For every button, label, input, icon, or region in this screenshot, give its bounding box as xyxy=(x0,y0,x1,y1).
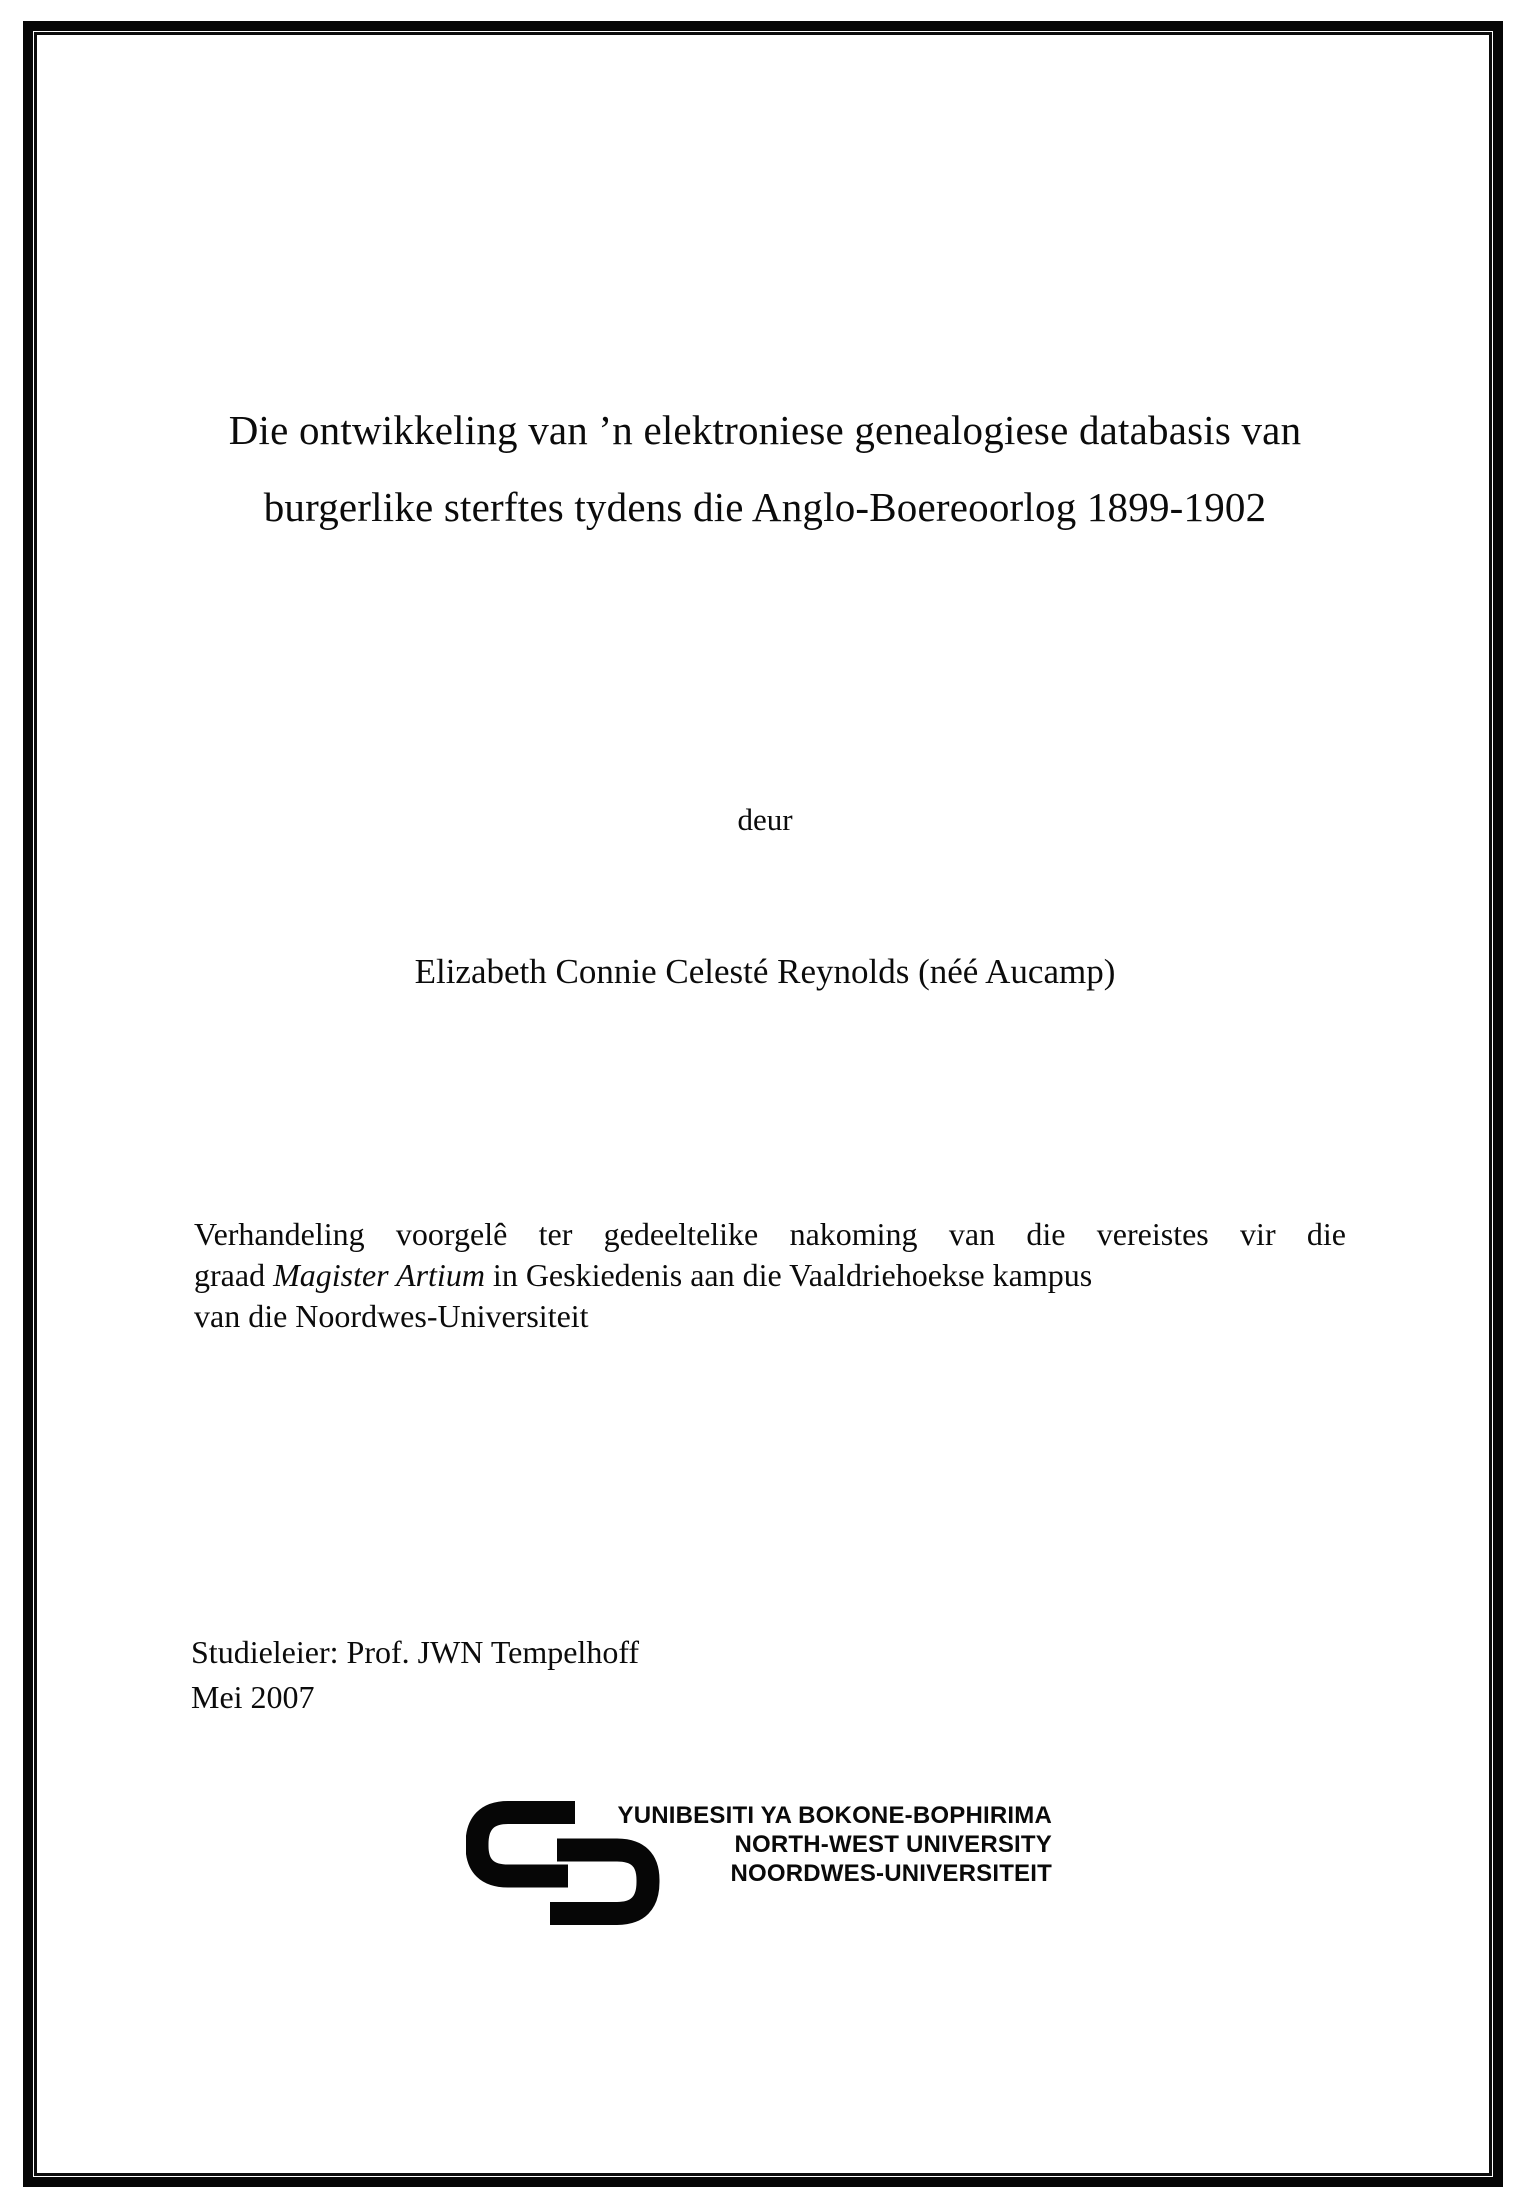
submission-line2-prefix: graad xyxy=(194,1257,274,1293)
submission-line2-suffix: in Geskiedenis aan die Vaaldriehoekse kampus xyxy=(484,1257,1093,1293)
date-line: Mei 2007 xyxy=(191,1679,315,1715)
thesis-title xyxy=(185,392,1345,546)
logo-line-english: NORTH-WEST UNIVERSITY xyxy=(734,1831,1052,1858)
credits-block xyxy=(191,1630,1091,1720)
submission-line1: Verhandeling voorgelê ter gedeeltelike nakoming van die vereistes vir die xyxy=(194,1216,1346,1252)
submission-line3: van die Noordwes-Universiteit xyxy=(194,1298,589,1334)
degree-name: Magister Artium xyxy=(273,1257,485,1293)
logo-line-setswana: YUNIBESITI YA BOKONE-BOPHIRIMA xyxy=(617,1802,1052,1829)
byline-deur: deur xyxy=(737,802,793,837)
thesis-title-line2: burgerlike sterftes tydens die Anglo-Boereoorlog 1899-1902 xyxy=(263,484,1267,530)
thesis-title-line1: Die ontwikkeling van ’n elektroniese genealogiese databasis van xyxy=(228,407,1302,453)
author-name: Elizabeth Connie Celesté Reynolds (néé Aucamp) xyxy=(414,952,1116,991)
supervisor-line: Studieleier: Prof. JWN Tempelhoff xyxy=(191,1634,640,1670)
page-border-inner-line xyxy=(34,32,1492,2176)
submission-statement xyxy=(194,1214,1346,1337)
logo-line-afrikaans: NOORDWES-UNIVERSITEIT xyxy=(730,1860,1052,1887)
page-border-frame xyxy=(23,21,1503,2187)
submission-line2 xyxy=(194,1255,1346,1296)
